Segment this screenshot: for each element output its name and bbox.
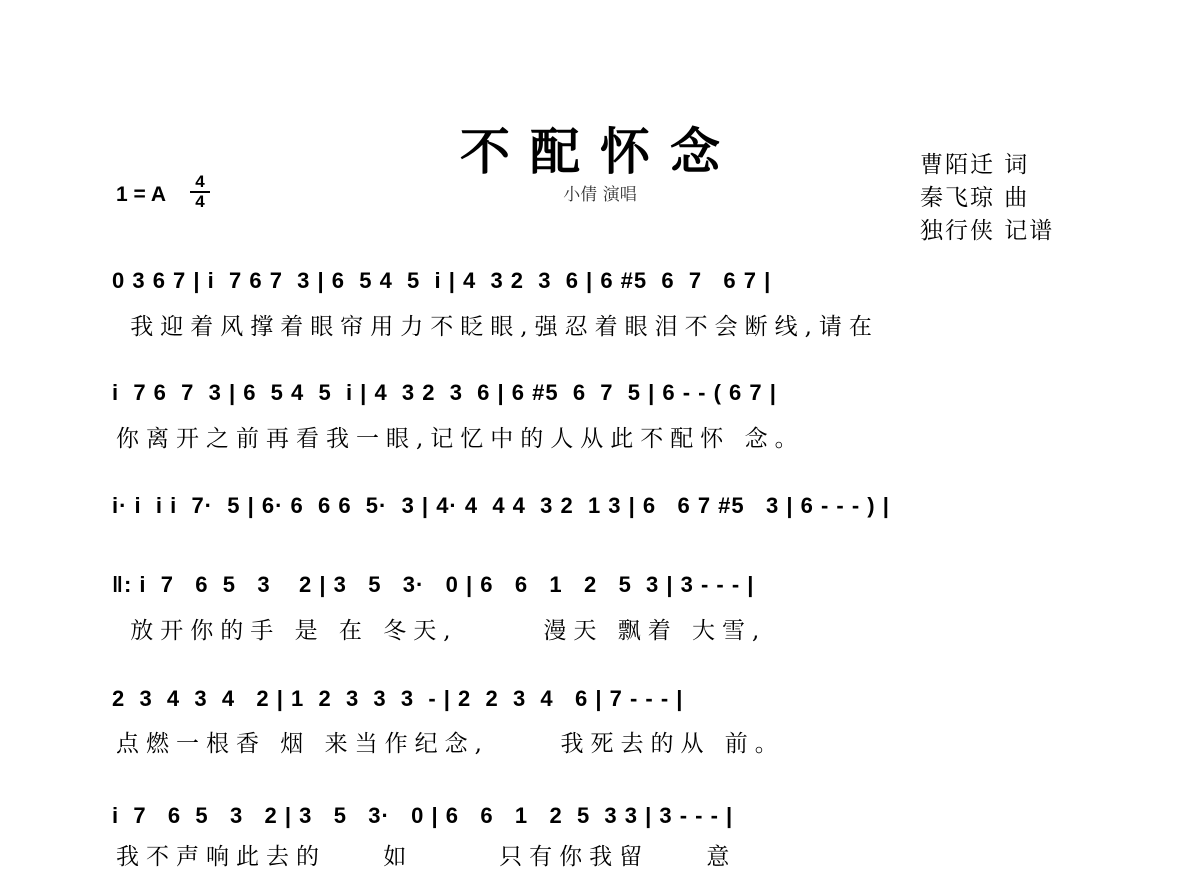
notation-line-2: i 7 6 7 3 | 6 5 4 5 i | 4 3 2 3 6 | 6 #5 6 7 5 | 6 - - ( 6 7 | [112, 380, 777, 405]
notation-line-1: 0 3 6 7 | i 7 6 7 3 | 6 5 4 5 i | 4 3 2 3 6 | 6 #5 6 7 6 7 | [112, 268, 772, 293]
time-signature-bottom: 4 [195, 192, 205, 211]
transcriber-credit: 独行侠 记谱 [920, 218, 1055, 244]
notation-line-3: i· i i i 7· 5 | 6· 6 6 6 5· 3 | 4· 4 4 4 3 2 1 3 | 6 6 7 #5 3 | 6 - - - ) | [112, 493, 890, 518]
composer-credit: 秦飞琼 曲 [920, 185, 1030, 211]
lyric-line-4: 放开你的手 是 在 冬天, 漫天 飘着 大雪, [116, 618, 767, 644]
notation-line-4: ‖: i 7 6 5 3 2 | 3 5 3· 0 | 6 6 1 2 5 3 | 3 - - - | [112, 572, 755, 597]
lyricist-credit: 曹陌迁 词 [920, 152, 1030, 178]
time-signature-top: 4 [195, 172, 205, 191]
lyric-line-6: 我不声响此去的 如 只有你我留 意 [116, 844, 737, 870]
song-title: 不配怀念 [460, 122, 740, 181]
singer-credit: 小倩 演唱 [563, 185, 637, 205]
lyric-line-2: 你离开之前再看我一眼,记忆中的人从此不配怀 念。 [116, 426, 805, 452]
time-signature [190, 174, 210, 210]
lyric-line-1: 我迎着风撑着眼帘用力不眨眼,强忍着眼泪不会断线,请在 [116, 314, 879, 340]
key-signature: 1 = A [116, 183, 166, 206]
lyric-line-5: 点燃一根香 烟 来当作纪念, 我死去的从 前。 [116, 731, 785, 757]
notation-line-6: i 7 6 5 3 2 | 3 5 3· 0 | 6 6 1 2 5 3 3 | 3 - - - | [112, 803, 734, 828]
notation-line-5: 2 3 4 3 4 2 | 1 2 3 3 3 - | 2 2 3 4 6 | 7 - - - | [112, 686, 684, 711]
